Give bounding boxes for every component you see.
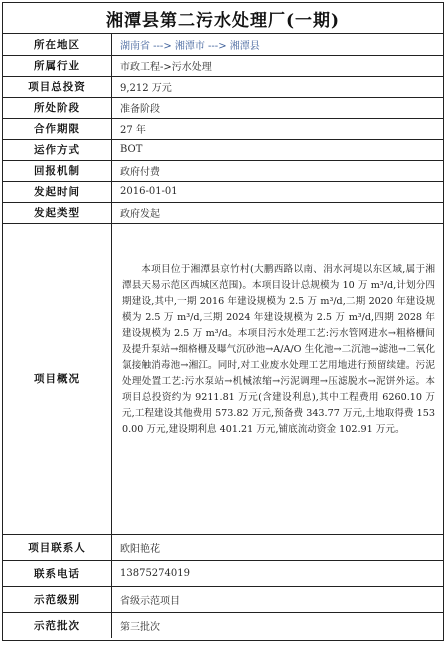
label-investment: 项目总投资: [3, 76, 112, 97]
label-industry: 所属行业: [3, 55, 112, 76]
row-demo-level: [3, 586, 443, 612]
row-investment: [3, 76, 443, 97]
value-stage: 准备阶段: [112, 97, 444, 118]
row-demo-batch: [3, 612, 443, 638]
row-stage: [3, 97, 443, 118]
row-overview: [3, 223, 443, 534]
label-return: 回报机制: [3, 160, 112, 181]
info-table: [3, 34, 443, 638]
label-overview: 项目概况: [3, 223, 112, 534]
row-contact: [3, 534, 443, 560]
row-region: [3, 34, 443, 55]
value-demo-batch: 第三批次: [120, 621, 160, 633]
project-title: 湘潭县第二污水处理厂(一期): [3, 3, 443, 34]
label-demo-level: 示范级别: [3, 586, 112, 612]
row-launch-time: [3, 181, 443, 202]
row-industry: [3, 55, 443, 76]
label-demo-batch: 示范批次: [3, 612, 112, 638]
value-region: 湖南省 ---> 湘潭市 ---> 湘潭县: [112, 34, 444, 55]
row-return: [3, 160, 443, 181]
value-contact: 欧阳艳花: [112, 534, 444, 560]
label-phone: 联系电话: [3, 560, 112, 586]
label-period: 合作期限: [3, 118, 112, 139]
value-operation: BOT: [112, 139, 444, 160]
value-industry: 市政工程->污水处理: [112, 55, 444, 76]
value-return: 政府付费: [112, 160, 444, 181]
value-launch-type: 政府发起: [112, 202, 444, 223]
row-phone: [3, 560, 443, 586]
overview-text: 本项目位于湘潭县京竹村(大鹏西路以南、涓水河堤以东区域,属于湘潭县天易示范区西城区范围)。本项目设计总规模为 10 万 m³/d,计划分四期建设,其中,一期 2016 年建设规模为 2.5 万 m³/d,二期 2020 年建设规模为 2.5 万 m³/d,三期 2024 年建设规模为 2.5 万 m³/d,四期 2028 年建设规模为 2.5 万 m³/d。本项目污水处理工艺:污水管网进水→粗格栅间及提升泵站→细格栅及曝气沉砂池→A/A/O 生化池→二沉池→滤池→二氧化氯接触消毒池→湘江。同时,对工业废水处理工艺用地进行预留续建。污泥处理处置工艺:污水泵站→机械浓缩→污泥调理→压滤脱水→泥饼外运。本项目总投资约为 9211.81 万元(含建设利息),其中工程费用 6260.10 万元,工程建设其他费用 573.82 万元,预备费 343.77 万元,土地取得费 1530.00 万元,建设期利息 401.21 万元,铺底流动资金 102.91 万元。: [122, 263, 435, 435]
value-demo-level: 省级示范项目: [112, 586, 444, 612]
value-launch-time: 2016-01-01: [112, 181, 444, 202]
row-period: [3, 118, 443, 139]
label-contact: 项目联系人: [3, 534, 112, 560]
value-phone: 13875274019: [112, 560, 444, 586]
value-investment: 9,212 万元: [112, 76, 444, 97]
row-launch-type: [3, 202, 443, 223]
label-stage: 所处阶段: [3, 97, 112, 118]
label-operation: 运作方式: [3, 139, 112, 160]
value-period: 27 年: [112, 118, 444, 139]
label-region: 所在地区: [3, 34, 112, 55]
overview-cell: [112, 223, 444, 534]
label-launch-type: 发起类型: [3, 202, 112, 223]
row-operation: [3, 139, 443, 160]
label-launch-time: 发起时间: [3, 181, 112, 202]
project-info-table: [2, 2, 444, 641]
